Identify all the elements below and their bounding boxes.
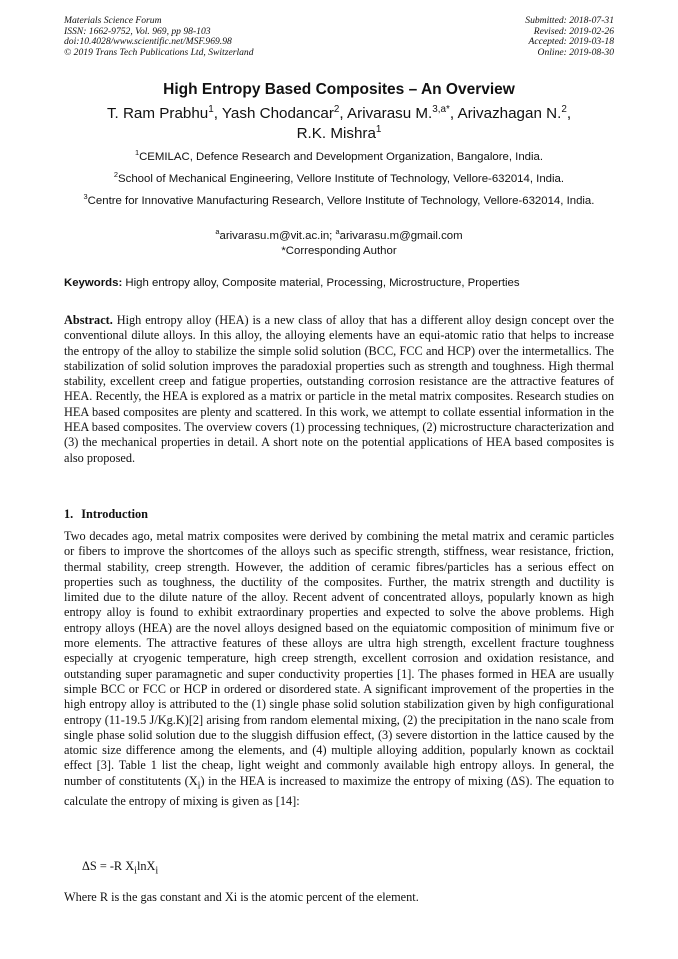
section-title: Introduction — [81, 507, 148, 521]
abstract-text: High entropy alloy (HEA) is a new class of alloy that has a different alloy design concept over the conventional dilute alloys. In this alloy, the alloying elements have an equi-atomic ratio that helps to increase the entropy of the alloy to stabilize the simple solid solution (BCC, FCC and HCP) over the intermetallics. The stabilization of solid solution improves the paradoxial properties such as strength and toughness. High thermal stability, excellent creep and fatigue properties, outstanding corrosion resistance are the attractive features of HEA. Recently, the HEA is explored as a matrix or particle in the metal matrix composites. Research studies on HEA based composites are plenty and scattered. In this work, we attempt to collate essential information in the HEA based composites. The overview covers (1) processing techniques, (2) microstructure characterization and (3) the mechanical properties in detail. A short note on the potential applications of HEA based composites is also proposed. — [64, 313, 614, 465]
author-list: T. Ram Prabhu$^1$, Yash Chodancar$^2$, Arivarasu M.$^{3,a*}$, Arivazhagan N.$^2$, R.K. Mishra$^1$ — [106, 103, 572, 142]
author-affil-mark: 2 — [561, 103, 567, 115]
abstract-label: Abstract. — [64, 313, 113, 327]
equation-part: lnX — [136, 859, 156, 873]
affiliation-text: Centre for Innovative Manufacturing Research, Vellore Institute of Technology, Vellore-632014, India. — [87, 195, 595, 207]
affiliation-2 — [64, 172, 614, 187]
equation-subscript: i — [155, 865, 159, 877]
author-name: R.K. Mishra — [296, 125, 376, 142]
keywords-label: Keywords: — [64, 277, 123, 289]
section-heading — [64, 507, 156, 522]
entropy-equation — [82, 859, 158, 876]
affiliation-text: CEMILAC, Defence Research and Development Organization, Bangalore, India. — [139, 151, 544, 163]
intro-text-cont: ) in the HEA is increased to maximize the entropy of mixing (ΔS). The equation to calculate the entropy of mixing is given as [14]: — [64, 773, 614, 808]
affiliation-3 — [64, 194, 614, 209]
equation-explanation: Where R is the gas constant and Xi is the atomic percent of the element. — [64, 890, 419, 904]
author-name: Yash Chodancar — [221, 105, 334, 122]
affil-mark: 1 — [134, 148, 140, 158]
paper-title: High Entropy Based Composites – An Overview — [163, 81, 515, 98]
email-link[interactable]: arivarasu.m@gmail.com — [339, 230, 463, 242]
journal-header-right — [525, 16, 614, 58]
email-link[interactable]: arivarasu.m@vit.ac.in; — [219, 230, 336, 242]
affiliation-text: School of Mechanical Engineering, Vellore Institute of Technology, Vellore-632014, India. — [118, 173, 565, 185]
author-affil-mark: 1 — [375, 123, 382, 135]
intro-subscript: i — [197, 780, 201, 792]
online-date: Online: 2019-08-30 — [537, 46, 614, 58]
revised-date: Revised: 2019-02-26 — [533, 25, 614, 37]
email-mark: a — [335, 227, 340, 237]
section-number: 1. — [64, 507, 74, 521]
abstract-paragraph — [64, 313, 614, 466]
affiliation-1 — [64, 150, 614, 165]
keywords-text: High entropy alloy, Composite material, Processing, Microstructure, Properties — [122, 277, 520, 289]
author-affil-mark: 2 — [333, 103, 340, 115]
affil-mark: 3 — [83, 192, 88, 202]
equation-part: ΔS = -R X — [82, 859, 135, 873]
issn-line: ISSN: 1662-9752, Vol. 969, pp 98-103 — [64, 25, 211, 37]
author-name: Arivazhagan N. — [457, 105, 562, 122]
intro-text: Two decades ago, metal matrix composites were derived by combining the metal matrix and ceramic particles or fibers to improve the shortcomes of the alloys such as specific strength, stiffness, wear resistance, friction, thermal stability, creep strength. However, the addition of ceramic fibres/particles has a serious effect on properties such as toughness, the ductility of the composites. Further, the matrix strength and ductility is limited due to the dilute nature of the alloy. Recent advent of concentrated alloys, popularly known as high entropy alloy is found to exhibit extraordinary properties and expected to solve the above problems. High entropy alloys (HEA) are the novel alloys designed based on the equiatomic composition of minimum five or more elements. The attractive features of these alloys are ultra high strength, excellent fracture toughness especially at cryogenic temperature, high creep strength, excellent corrosion and oxidation resistance, and outstanding super paramagnetic and super conductivity properties [1]. The phases formed in HEA are usually simple BCC or FCC or HCP in ordered or disordered state. A significant improvement of the properties in the high entropy alloy is attributed to the (1) single phase solid solution stabilization given by high configurational entropy (11-19.5 J/Kg.K)[2] arising from random elemental mixing, (2) the precipitation in the nano scale from single phase solid solution due to the sluggish diffusion effect, (3) severe distortion in the lattice caused by the atomic size difference among the elements, and (4) multiple alloying addition, popularly known as cocktail effect [3]. Table 1 list the cheap, light weight and commonly available high entropy alloys. In general, the number of constitutents (X — [64, 529, 614, 788]
introduction-paragraph — [64, 529, 614, 809]
doi-line: doi:10.4028/www.scientific.net/MSF.969.98 — [64, 36, 232, 48]
author-name: T. Ram Prabhu — [106, 105, 209, 122]
email-mark: a — [215, 227, 220, 237]
author-name: Arivarasu M. — [347, 105, 433, 122]
affil-mark: 2 — [113, 170, 119, 180]
submitted-date: Submitted: 2018-07-31 — [525, 15, 614, 26]
author-affil-mark: 1 — [208, 103, 214, 115]
equation-subscript: i — [134, 865, 137, 877]
journal-header-left — [64, 16, 254, 58]
corresponding-author-note: *Corresponding Author — [281, 245, 397, 257]
author-affil-mark: 3,a* — [432, 103, 450, 115]
journal-name: Materials Science Forum — [64, 15, 162, 26]
copyright-line: © 2019 Trans Tech Publications Ltd, Switzerland — [64, 46, 254, 58]
email-line — [64, 229, 614, 244]
keywords-line — [64, 277, 624, 289]
accepted-date: Accepted: 2019-03-18 — [528, 36, 614, 48]
